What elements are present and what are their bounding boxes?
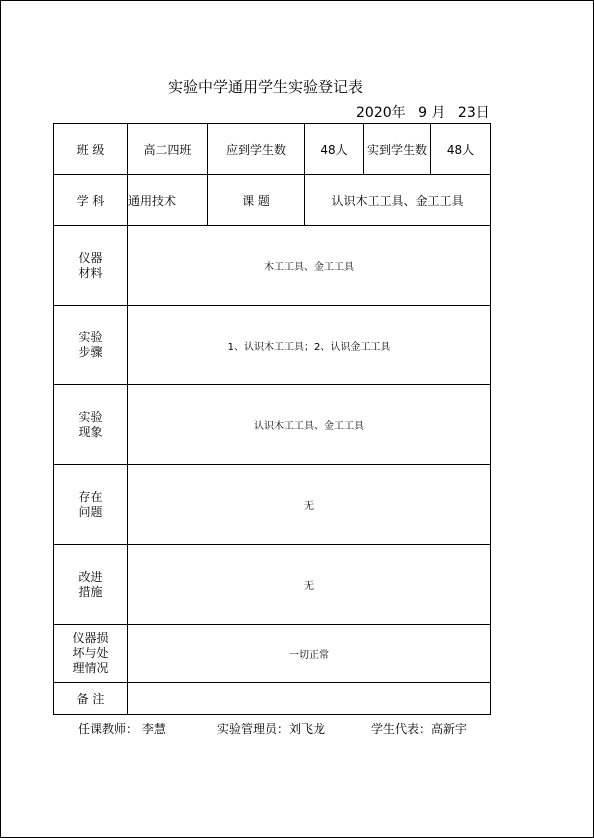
steps-label [54,306,128,385]
experiment-registration-table [53,123,491,715]
student-rep-signature: 学生代表：高新宇 [371,722,468,736]
damage-label-text: 仪器损 坏与处 理情况 [72,631,109,675]
teacher-signature: 任课教师： 李慧 [78,722,166,736]
subject-value: 通用技术 [128,175,208,226]
problems-label [54,465,128,545]
phenomena-label-text: 实验 现象 [78,409,103,439]
improvements-value: 无 [128,545,491,625]
improvements-label [54,545,128,625]
remarks-value [128,683,491,715]
steps-value: 1、认识木工工具；2、认识金工工具 [128,306,491,385]
subject-label: 学 科 [54,175,128,226]
date-year: 2020年 [356,105,406,121]
steps-label-text: 实验 步骤 [78,330,103,359]
form-title: 实验中学通用学生实验登记表 [168,78,364,96]
class-value: 高二四班 [128,124,208,175]
problems-value: 无 [128,465,491,545]
date-day: 23日 [457,105,490,121]
form-date [356,102,490,122]
remarks-label: 备 注 [54,683,128,715]
improvements-label-text: 改进 措施 [78,569,103,599]
actual-students-label: 实到学生数 [364,124,431,175]
materials-value: 木工工具、金工工具 [128,226,491,306]
class-label: 班 级 [54,124,128,175]
date-month: 9 月 [418,105,446,121]
materials-label [54,226,128,306]
problems-label-text: 存在 问题 [78,489,103,519]
damage-value: 一切正常 [128,625,491,683]
damage-label [54,625,128,683]
expected-students-value: 48人 [305,124,364,175]
materials-label-text: 仪器 材料 [78,250,103,280]
phenomena-value: 认识木工工具、金工工具 [128,385,491,465]
phenomena-label [54,385,128,465]
actual-students-value: 48人 [431,124,491,175]
topic-value: 认识木工工具、金工工具 [305,175,491,226]
lab-manager-signature: 实验管理员：刘飞龙 [217,722,326,736]
expected-students-label: 应到学生数 [208,124,305,175]
topic-label: 课 题 [208,175,305,226]
